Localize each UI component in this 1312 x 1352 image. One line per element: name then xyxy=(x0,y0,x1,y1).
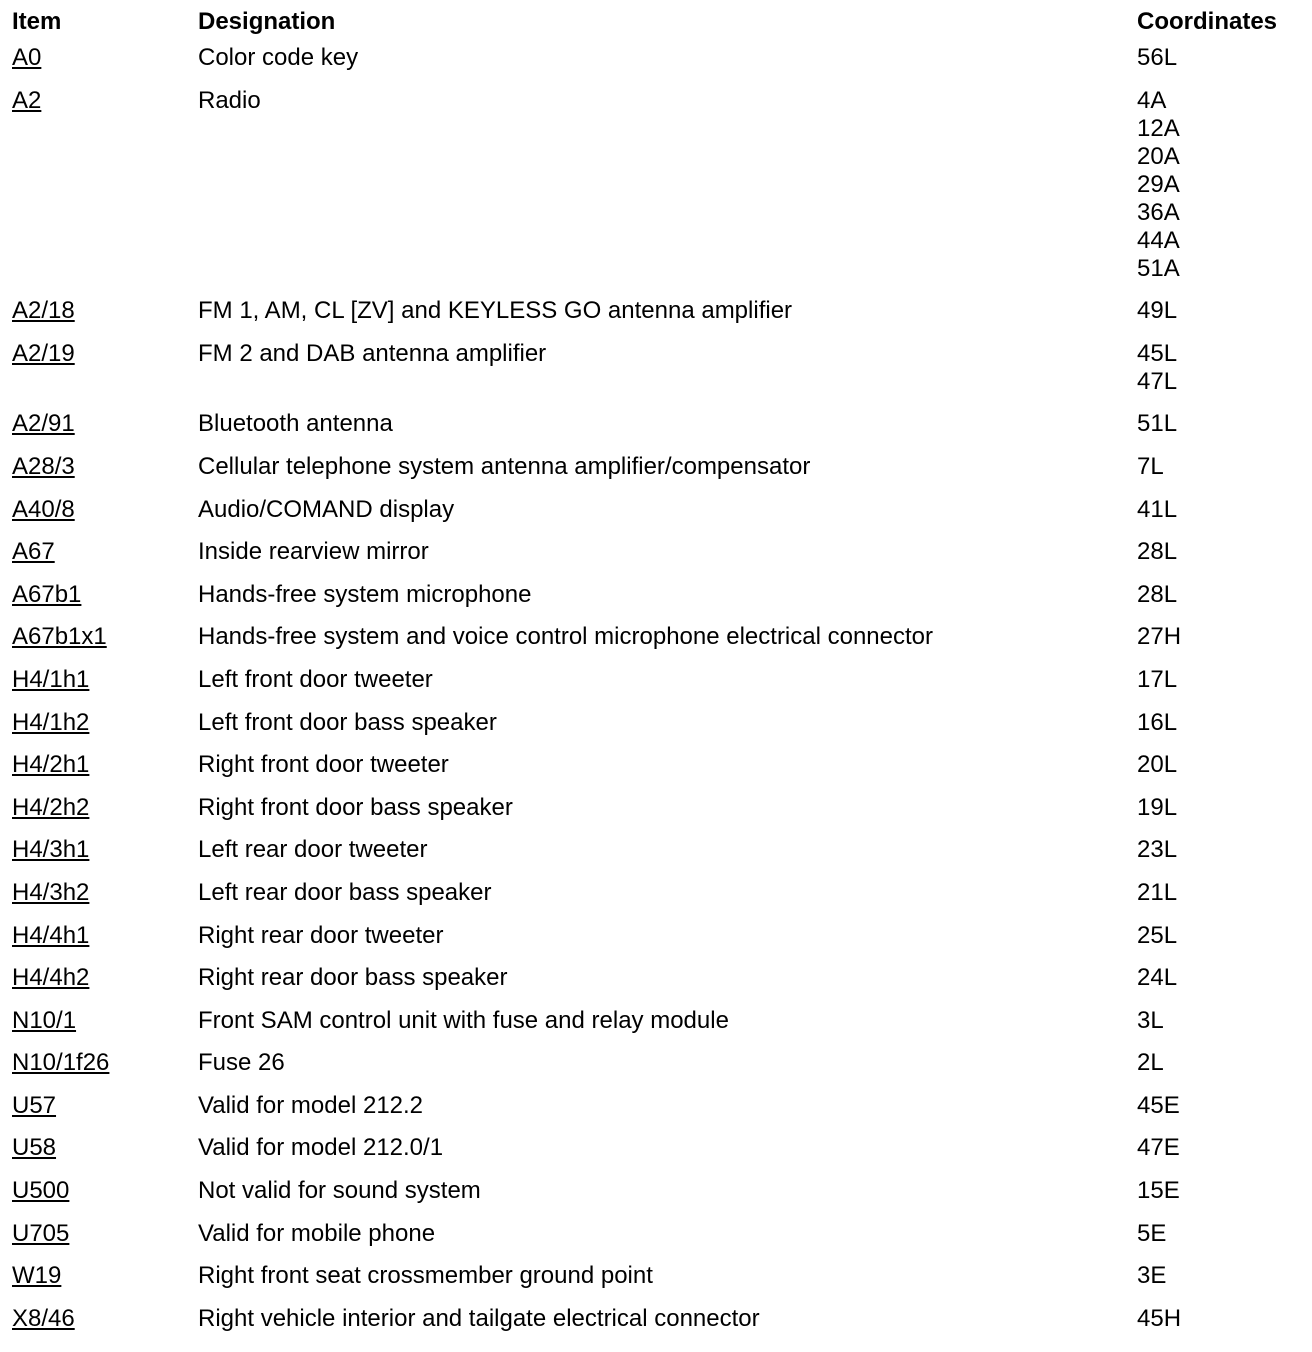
header-item: Item xyxy=(12,8,62,35)
coordinate-value: 29A xyxy=(1137,170,1180,198)
designation-text: Left front door bass speaker xyxy=(198,708,497,736)
coordinates-cell xyxy=(1137,453,1164,481)
designation-text: Front SAM control unit with fuse and relay module xyxy=(198,1006,729,1034)
designation-text: Bluetooth antenna xyxy=(198,410,393,438)
coordinate-value: 36A xyxy=(1137,198,1180,226)
table-row xyxy=(0,1177,1312,1220)
designation-text: Not valid for sound system xyxy=(198,1177,481,1205)
table-row xyxy=(0,87,1312,298)
coordinates-cell xyxy=(1137,87,1180,283)
coordinates-cell xyxy=(1137,922,1177,950)
coordinate-value: 2L xyxy=(1137,1049,1164,1077)
coordinate-value: 23L xyxy=(1137,836,1178,864)
coordinates-cell xyxy=(1137,623,1181,651)
table-row xyxy=(0,1305,1312,1348)
coordinates-cell xyxy=(1137,709,1177,737)
designation-text: Right front door bass speaker xyxy=(198,793,513,821)
designation-text: FM 1, AM, CL [ZV] and KEYLESS GO antenna amplifier xyxy=(198,297,793,325)
coordinate-value: 3E xyxy=(1137,1262,1167,1290)
item-link[interactable]: A67b1x1 xyxy=(12,623,107,651)
table-row xyxy=(0,1049,1312,1092)
item-link[interactable]: N10/1f26 xyxy=(12,1049,110,1077)
coordinate-value: 16L xyxy=(1137,708,1178,736)
table-row xyxy=(0,964,1312,1007)
item-link[interactable]: W19 xyxy=(12,1262,62,1290)
coordinate-value: 51A xyxy=(1137,254,1180,282)
item-link[interactable]: U57 xyxy=(12,1091,57,1119)
designation-text: Left rear door tweeter xyxy=(198,836,428,864)
item-link[interactable]: A28/3 xyxy=(12,452,75,480)
coordinates-cell xyxy=(1137,879,1177,907)
item-link[interactable]: H4/1h1 xyxy=(12,665,90,693)
coordinate-value: 5E xyxy=(1137,1219,1167,1247)
table-row xyxy=(0,410,1312,453)
designation-text: Left rear door bass speaker xyxy=(198,878,492,906)
designation-text: Right rear door tweeter xyxy=(198,921,444,949)
coordinates-cell xyxy=(1137,44,1177,72)
coordinate-value: 3L xyxy=(1137,1006,1164,1034)
coordinates-cell xyxy=(1137,666,1177,694)
designation-text: Valid for model 212.0/1 xyxy=(198,1134,444,1162)
coordinate-value: 41L xyxy=(1137,495,1178,523)
table-row xyxy=(0,581,1312,624)
item-link[interactable]: U500 xyxy=(12,1177,70,1205)
table-row xyxy=(0,496,1312,539)
item-link[interactable]: H4/3h1 xyxy=(12,836,90,864)
coordinates-cell xyxy=(1137,964,1177,992)
table-row xyxy=(0,836,1312,879)
designation-text: Hands-free system microphone xyxy=(198,580,532,608)
item-link[interactable]: X8/46 xyxy=(12,1304,75,1332)
item-link[interactable]: A67b1 xyxy=(12,580,82,608)
item-link[interactable]: A2/91 xyxy=(12,410,75,438)
table-row xyxy=(0,751,1312,794)
coordinates-cell xyxy=(1137,794,1177,822)
coordinates-cell xyxy=(1137,1049,1164,1077)
item-link[interactable]: A0 xyxy=(12,44,42,71)
coordinate-value: 27H xyxy=(1137,623,1182,651)
coordinates-cell xyxy=(1137,1177,1180,1205)
coordinate-value: 28L xyxy=(1137,580,1178,608)
item-link[interactable]: H4/4h1 xyxy=(12,921,90,949)
item-link[interactable]: A2 xyxy=(12,86,42,114)
coordinate-value: 7L xyxy=(1137,452,1164,480)
table-row xyxy=(0,879,1312,922)
coordinate-value: 44A xyxy=(1137,226,1180,254)
coordinates-cell xyxy=(1137,496,1177,524)
coordinate-value: 49L xyxy=(1137,297,1178,325)
designation-text: FM 2 and DAB antenna amplifier xyxy=(198,339,547,367)
coordinates-cell xyxy=(1137,410,1177,438)
coordinate-value: 20A xyxy=(1137,142,1180,170)
table-row xyxy=(0,1092,1312,1135)
coordinates-cell xyxy=(1137,1305,1181,1333)
item-link[interactable]: H4/3h2 xyxy=(12,878,90,906)
coordinates-cell xyxy=(1137,1007,1164,1035)
designation-text: Audio/COMAND display xyxy=(198,495,455,523)
coordinate-value: 28L xyxy=(1137,538,1178,566)
table-header xyxy=(0,0,1312,44)
item-link[interactable]: A40/8 xyxy=(12,495,75,523)
table-body xyxy=(0,44,1312,1347)
item-link[interactable]: U705 xyxy=(12,1219,70,1247)
designation-text: Color code key xyxy=(198,44,359,71)
designation-text: Right vehicle interior and tailgate electrical connector xyxy=(198,1304,760,1332)
coordinate-value: 20L xyxy=(1137,751,1178,779)
coordinate-value: 19L xyxy=(1137,793,1178,821)
item-link[interactable]: H4/2h1 xyxy=(12,751,90,779)
table-row xyxy=(0,538,1312,581)
designation-text: Hands-free system and voice control microphone electrical connector xyxy=(198,623,934,651)
coordinate-value: 12A xyxy=(1137,114,1180,142)
item-link[interactable]: H4/2h2 xyxy=(12,793,90,821)
coordinate-value: 24L xyxy=(1137,964,1178,992)
coordinate-value: 15E xyxy=(1137,1177,1180,1205)
coordinates-cell xyxy=(1137,297,1177,325)
designation-text: Left front door tweeter xyxy=(198,665,433,693)
coordinates-cell xyxy=(1137,1220,1166,1248)
coordinate-value: 45H xyxy=(1137,1304,1182,1332)
item-link[interactable]: U58 xyxy=(12,1134,57,1162)
coordinates-cell xyxy=(1137,340,1177,396)
coordinates-cell xyxy=(1137,581,1177,609)
table-row xyxy=(0,794,1312,837)
item-link[interactable]: N10/1 xyxy=(12,1006,77,1034)
designation-text: Radio xyxy=(198,86,261,114)
coordinate-value: 51L xyxy=(1137,410,1178,438)
coordinates-cell xyxy=(1137,538,1177,566)
designation-text: Inside rearview mirror xyxy=(198,538,429,566)
coordinate-value: 56L xyxy=(1137,44,1178,71)
coordinate-value: 47L xyxy=(1137,367,1178,395)
coordinates-cell xyxy=(1137,751,1177,779)
coordinate-value: 4A xyxy=(1137,86,1167,114)
table-row xyxy=(0,453,1312,496)
coordinate-value: 45E xyxy=(1137,1091,1180,1119)
item-link[interactable]: H4/1h2 xyxy=(12,708,90,736)
coordinate-value: 17L xyxy=(1137,665,1178,693)
table-row xyxy=(0,1007,1312,1050)
designation-text: Fuse 26 xyxy=(198,1049,285,1077)
item-link[interactable]: A2/19 xyxy=(12,339,75,367)
coordinate-value: 47E xyxy=(1137,1134,1180,1162)
table-row xyxy=(0,666,1312,709)
coordinates-cell xyxy=(1137,1134,1180,1162)
header-coordinates: Coordinates xyxy=(1137,8,1278,35)
coordinate-value: 21L xyxy=(1137,878,1178,906)
coordinate-value: 25L xyxy=(1137,921,1178,949)
table-row xyxy=(0,1134,1312,1177)
designation-text: Right rear door bass speaker xyxy=(198,964,508,992)
item-link[interactable]: A2/18 xyxy=(12,297,75,325)
coordinates-cell xyxy=(1137,836,1177,864)
table-row xyxy=(0,922,1312,965)
table-row xyxy=(0,1220,1312,1263)
table-row xyxy=(0,1262,1312,1305)
designation-text: Cellular telephone system antenna amplifier/compensator xyxy=(198,452,811,480)
coordinate-value: 45L xyxy=(1137,339,1178,367)
table-row xyxy=(0,297,1312,340)
header-designation: Designation xyxy=(198,8,336,35)
table-row xyxy=(0,623,1312,666)
table-row xyxy=(0,340,1312,411)
designation-text: Valid for model 212.2 xyxy=(198,1091,424,1119)
table-row xyxy=(0,44,1312,87)
item-link[interactable]: A67 xyxy=(12,538,55,566)
designation-text: Right front seat crossmember ground point xyxy=(198,1262,653,1290)
designation-text: Valid for mobile phone xyxy=(198,1219,436,1247)
item-link[interactable]: H4/4h2 xyxy=(12,964,90,992)
table-row xyxy=(0,709,1312,752)
designation-text: Right front door tweeter xyxy=(198,751,449,779)
coordinates-cell xyxy=(1137,1092,1180,1120)
coordinates-cell xyxy=(1137,1262,1166,1290)
